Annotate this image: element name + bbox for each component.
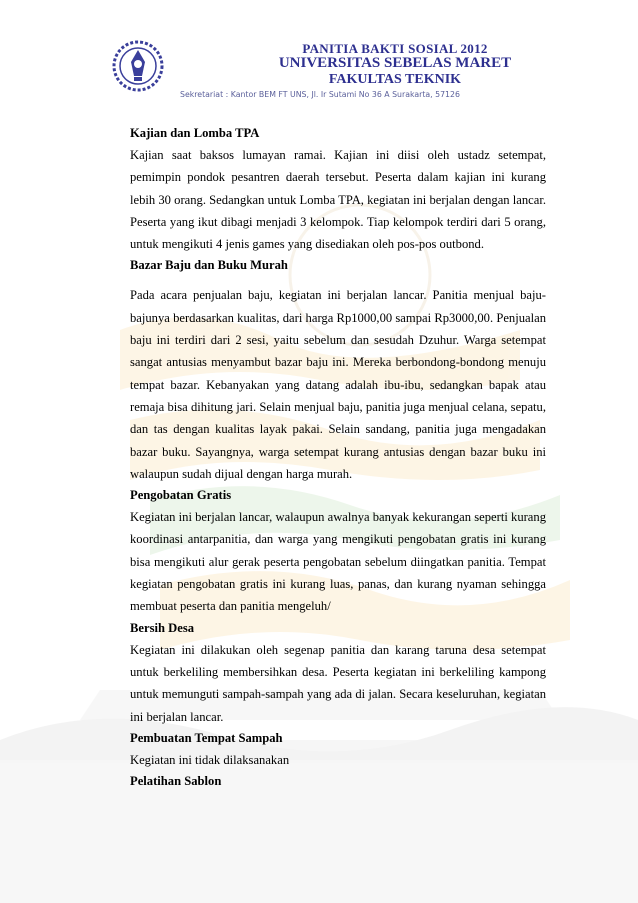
section-paragraph: Pada acara penjualan baju, kegiatan ini berjalan lancar. Panitia menjual baju-bajunya berdasarkan kualitas, dari harga Rp1000,00 sampai Rp3000,00. Penjualan baju ini terdiri dari 2 sesi, yaitu sebelum dan sesudah Dzuhur. Warga setempat sangat antusias menyambut bazar baju ini. Mereka berbondong-bondong menuju tempat bazar. Kebanyakan yang datang adalah ibu-ibu, sedangkan bapak atau remaja bisa dihitung jari. Selain menjual baju, panitia juga menjual celana, sepatu, dan tas dengan kualitas layak pakai. Selain sandang, panitia juga mengadakan bazar buku. Sayangnya, warga setempat kurang antusias dengan bazar buku ini walaupun sudah dijual dengan harga murah.	[130, 288, 546, 481]
header-university: UNIVERSITAS SEBELAS MARET	[278, 55, 512, 71]
section-paragraph: Kegiatan ini tidak dilaksanakan	[130, 752, 290, 767]
section-heading: Bersih Desa	[130, 620, 195, 635]
header-address: Sekretariat : Kantor BEM FT UNS, Jl. Ir Sutami No 36 A Surakarta, 57126	[180, 90, 460, 99]
document-body	[130, 123, 546, 792]
header-faculty: FAKULTAS TEKNIK	[328, 72, 462, 87]
university-seal-icon	[112, 40, 164, 92]
header-committee: PANITIA BAKTI SOSIAL 2012	[302, 41, 488, 56]
section-heading: Kajian dan Lomba TPA	[130, 126, 260, 140]
section-heading: Pelatihan Sablon	[130, 774, 222, 789]
section-paragraph: Kajian saat baksos lumayan ramai. Kajian ini diisi oleh ustadz setempat, pemimpin pondok pesantren daerah tersebut. Peserta dalam kajian ini kurang lebih 30 orang. Sedangkan untuk Lomba TPA, kegiatan ini berjalan dengan lancar. Peserta yang ikut dibagi menjadi 3 kelompok. Tiap kelompok terdiri dari 5 orang, untuk mengikuti 4 jenis games yang disediakan oleh pos-pos outbond.	[130, 148, 546, 252]
section-heading: Bazar Baju dan Buku Murah	[130, 258, 288, 273]
section-heading: Pembuatan Tempat Sampah	[130, 730, 283, 745]
section-heading: Pengobatan Gratis	[130, 488, 232, 503]
section-paragraph: Kegiatan ini berjalan lancar, walaupun awalnya banyak kekurangan seperti kurang koordinasi antarpanitia, dan warga yang mengikuti pengobatan gratis ini kurang bisa mengikuti alur gerak peserta pengobatan sebelum diingatkan panitia. Tempat kegiatan pengobatan gratis ini kurang luas, panas, dan kurang nyaman sehingga membuat peserta dan panitia mengeluh/	[130, 510, 546, 614]
section-paragraph: Kegiatan ini dilakukan oleh segenap panitia dan karang taruna desa setempat untuk berkeliling membersihkan desa. Peserta kegiatan ini berkeliling kampong untuk memunguti sampah-sampah yang ada di jalan. Secara keseluruhan, kegiatan ini berjalan lancar.	[130, 642, 546, 724]
